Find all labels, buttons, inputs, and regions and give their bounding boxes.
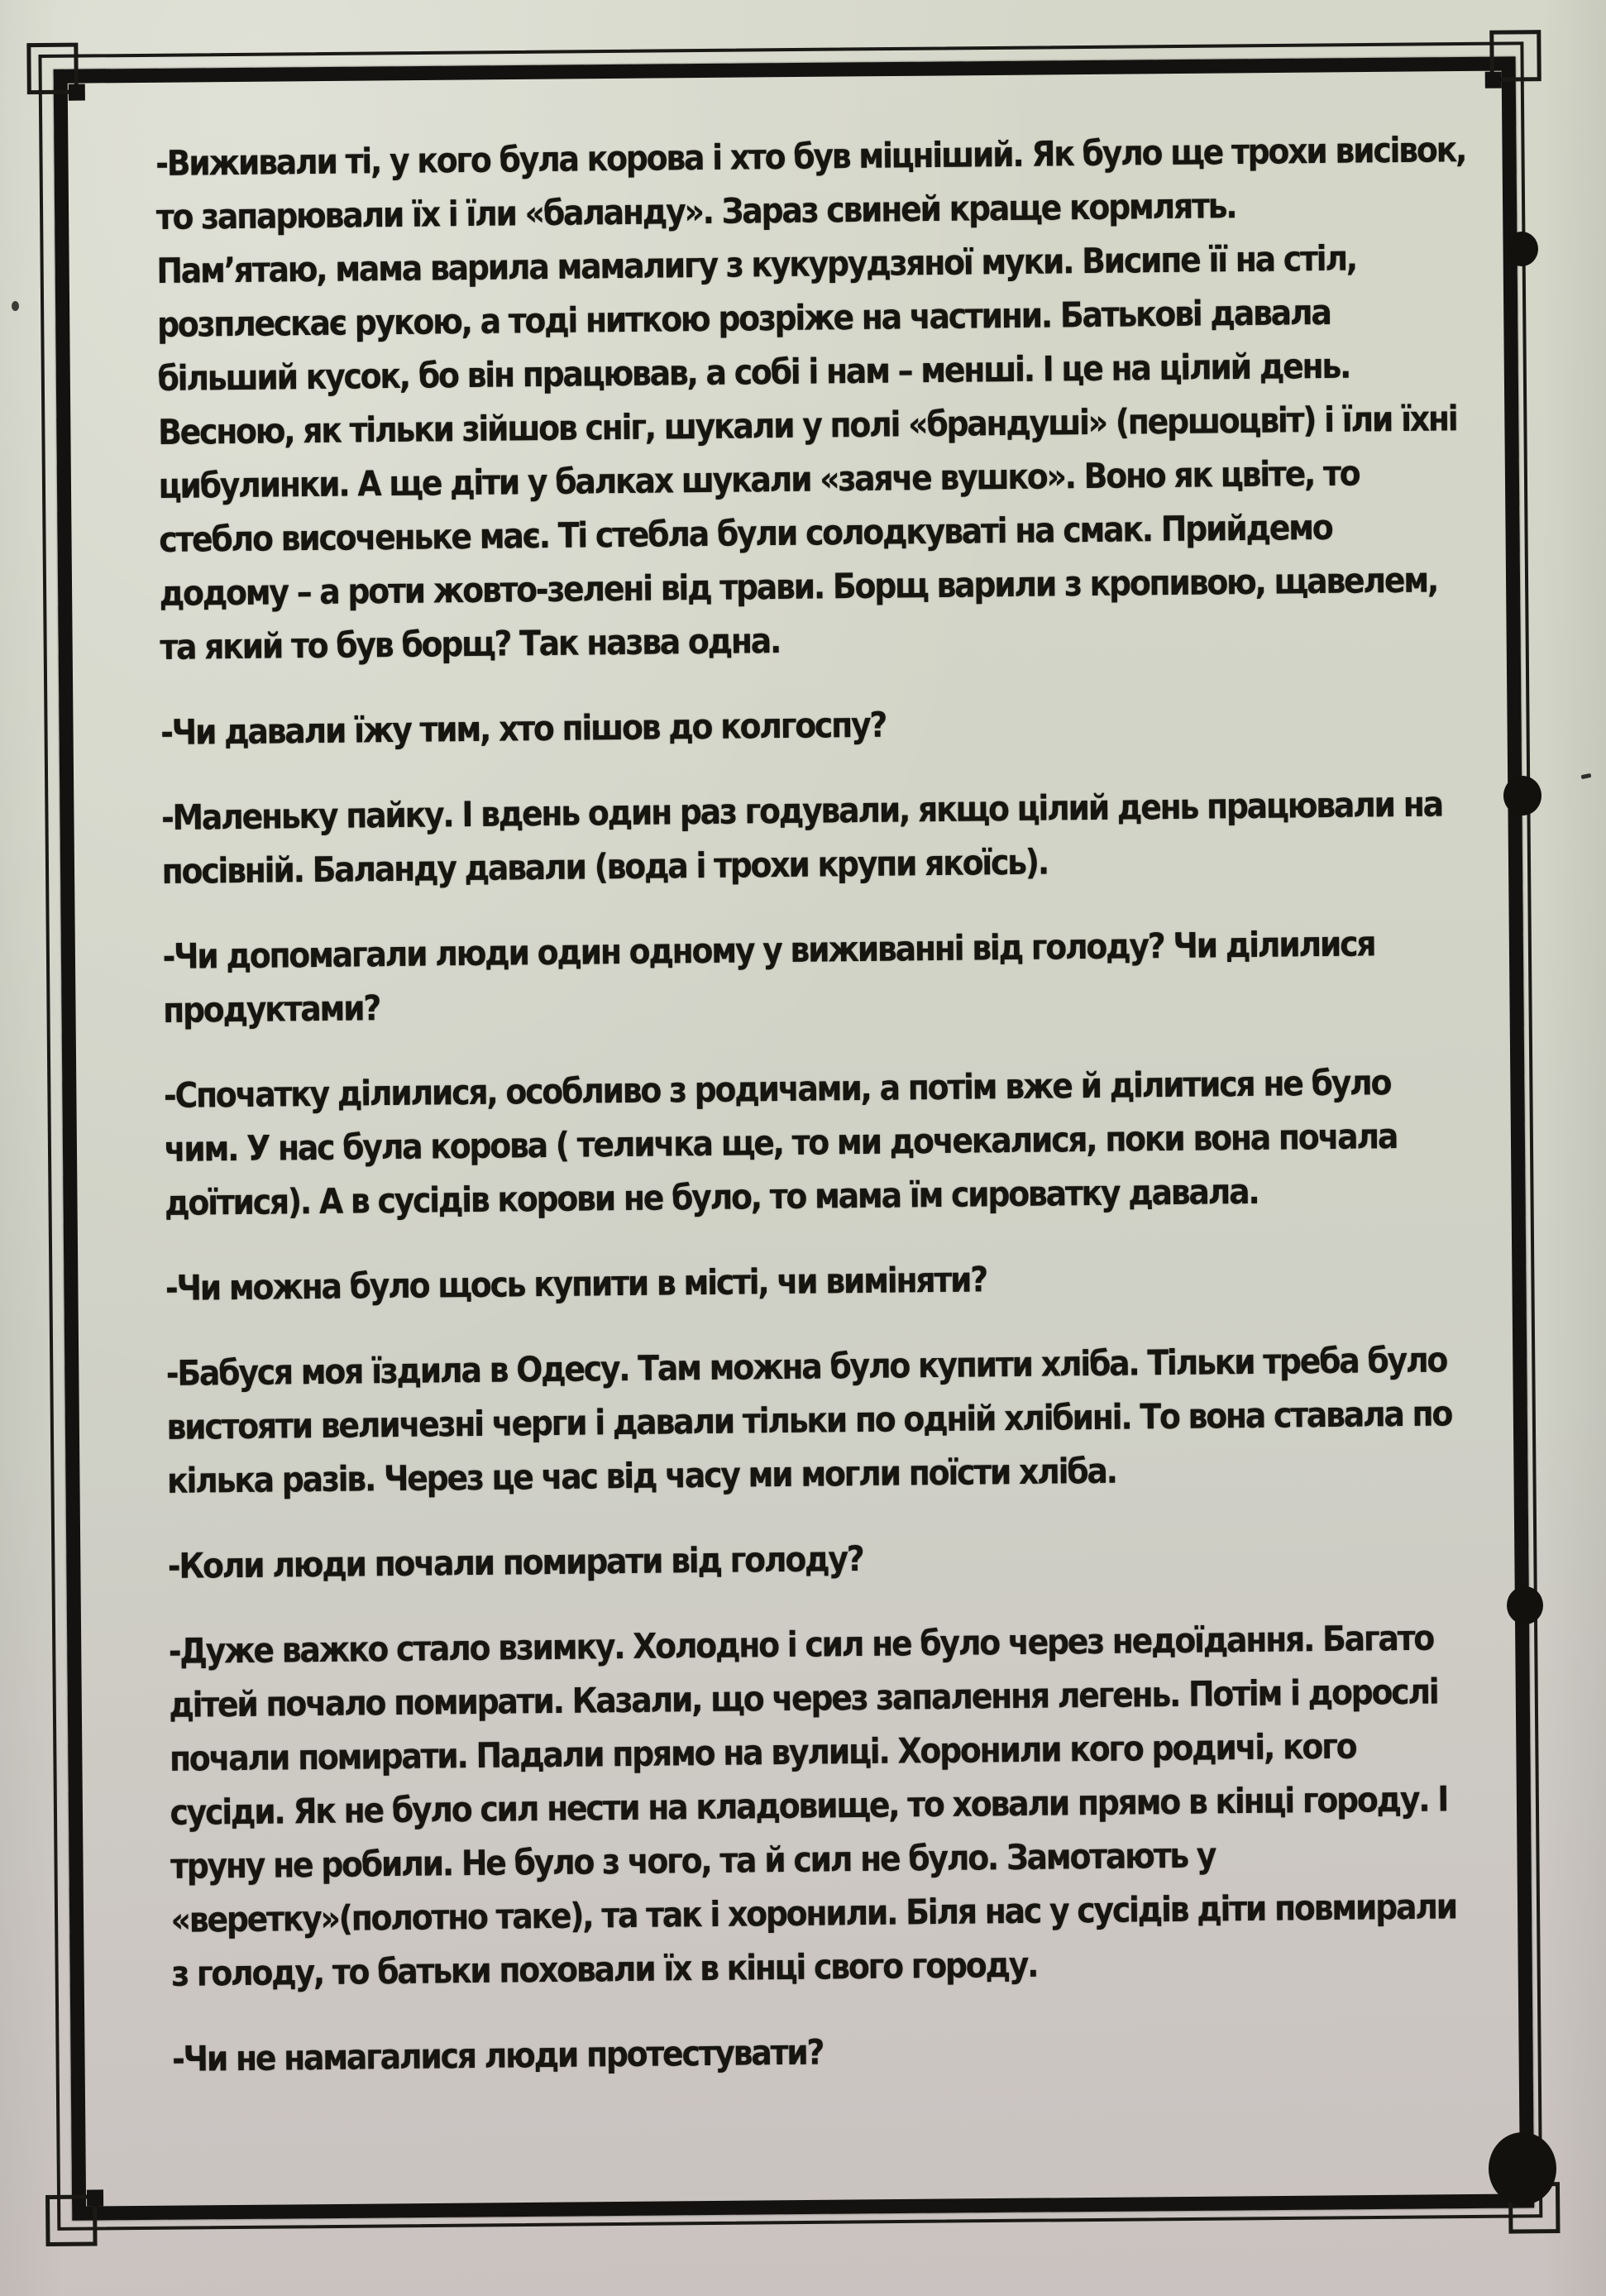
- interview-question-2: -Чи допомагали люди один одному у виживанні від голоду? Чи ділилися продуктами?: [162, 923, 1375, 1031]
- corner-ornament-square-top-left: [69, 84, 85, 101]
- interview-question-3: -Чи можна було щось купити в місті, чи виміняти?: [165, 1259, 987, 1308]
- document-text: [155, 122, 1523, 2117]
- interview-question-5: -Чи не намагалися люди протестувати?: [171, 2031, 824, 2079]
- interview-answer-4: -Бабуся моя їздила в Одесу. Там можна було купити хліба. Тільки треба було вистояти величезні черги і давали тільки по одній хлібині. То вона ставала по кілька разів. Через це час від часу ми могли поїсти хліба.: [165, 1339, 1452, 1501]
- ink-speck: [12, 301, 19, 311]
- interview-question-4: -Коли люди почали помирати від голоду?: [167, 1538, 863, 1586]
- corner-ornament-square-top-right: [1485, 72, 1502, 88]
- interview-answer-1: -Виживали ті, у кого була корова і хто був міцніший. Як було ще трохи висівок, то запарювали їх і їли «баланду». Зараз свиней краще кормлять. Пам’ятаю, мама варила мамалигу з кукурудзяної муки. Висипе її на стіл, розплескає рукою, а тоді ниткою розріже на частини. Батькові давала більший кусок, бо він працював, а собі і нам – менші. І це на цілий день. Весною, як тільки зійшов сніг, шукали у полі «брандуші» (першоцвіт) і їли їхні цибулинки. А ще діти у балках шукали «заяче вушко». Воно як цвіте, то стебло височеньке має. Ті стебла були солодкуваті на смак. Прийдемо додому – а роти жовто-зелені від трави. Борщ варили з кропивою, щавелем, та який то був борщ? Так назва одна.: [155, 129, 1466, 667]
- interview-answer-2: -Маленьку пайку. І вдень один раз годували, якщо цілий день працювали на посівній. Баланду давали (вода і трохи крупи якоїсь).: [160, 783, 1443, 892]
- corner-ornament-square-bottom-left: [87, 2189, 103, 2206]
- ink-blob: [1505, 232, 1538, 266]
- interview-answer-3: -Спочатку ділилися, особливо з родичами, а потім вже й ділитися не було чим. У нас була корова ( теличка ще, то ми дочекалися, поки вона почала доїтися). А в сусідів корови не було, то мама їм сироватку давала.: [163, 1062, 1398, 1223]
- ink-blob-corner: [1489, 2132, 1556, 2205]
- interview-answer-5: -Дуже важко стало взимку. Холодно і сил не було через недоїдання. Багато дітей почало помирати. Казали, що через запалення легень. Потім і дорослі почали помирати. Падали прямо на вулиці. Хоронили кого родичі, кого сусіди. Як не було сил нести на кладовище, то ховали прямо в кінці городу. І труну не робили. Не було з чого, та й сил не було. Замотають у «веретку»(полотно таке), та так і хоронили. Біля нас у сусідів діти повмирали з голоду, то батьки поховали їх в кінці свого городу.: [168, 1617, 1457, 1994]
- interview-question-1: -Чи давали їжу тим, хто пішов до колгоспу?: [160, 704, 887, 753]
